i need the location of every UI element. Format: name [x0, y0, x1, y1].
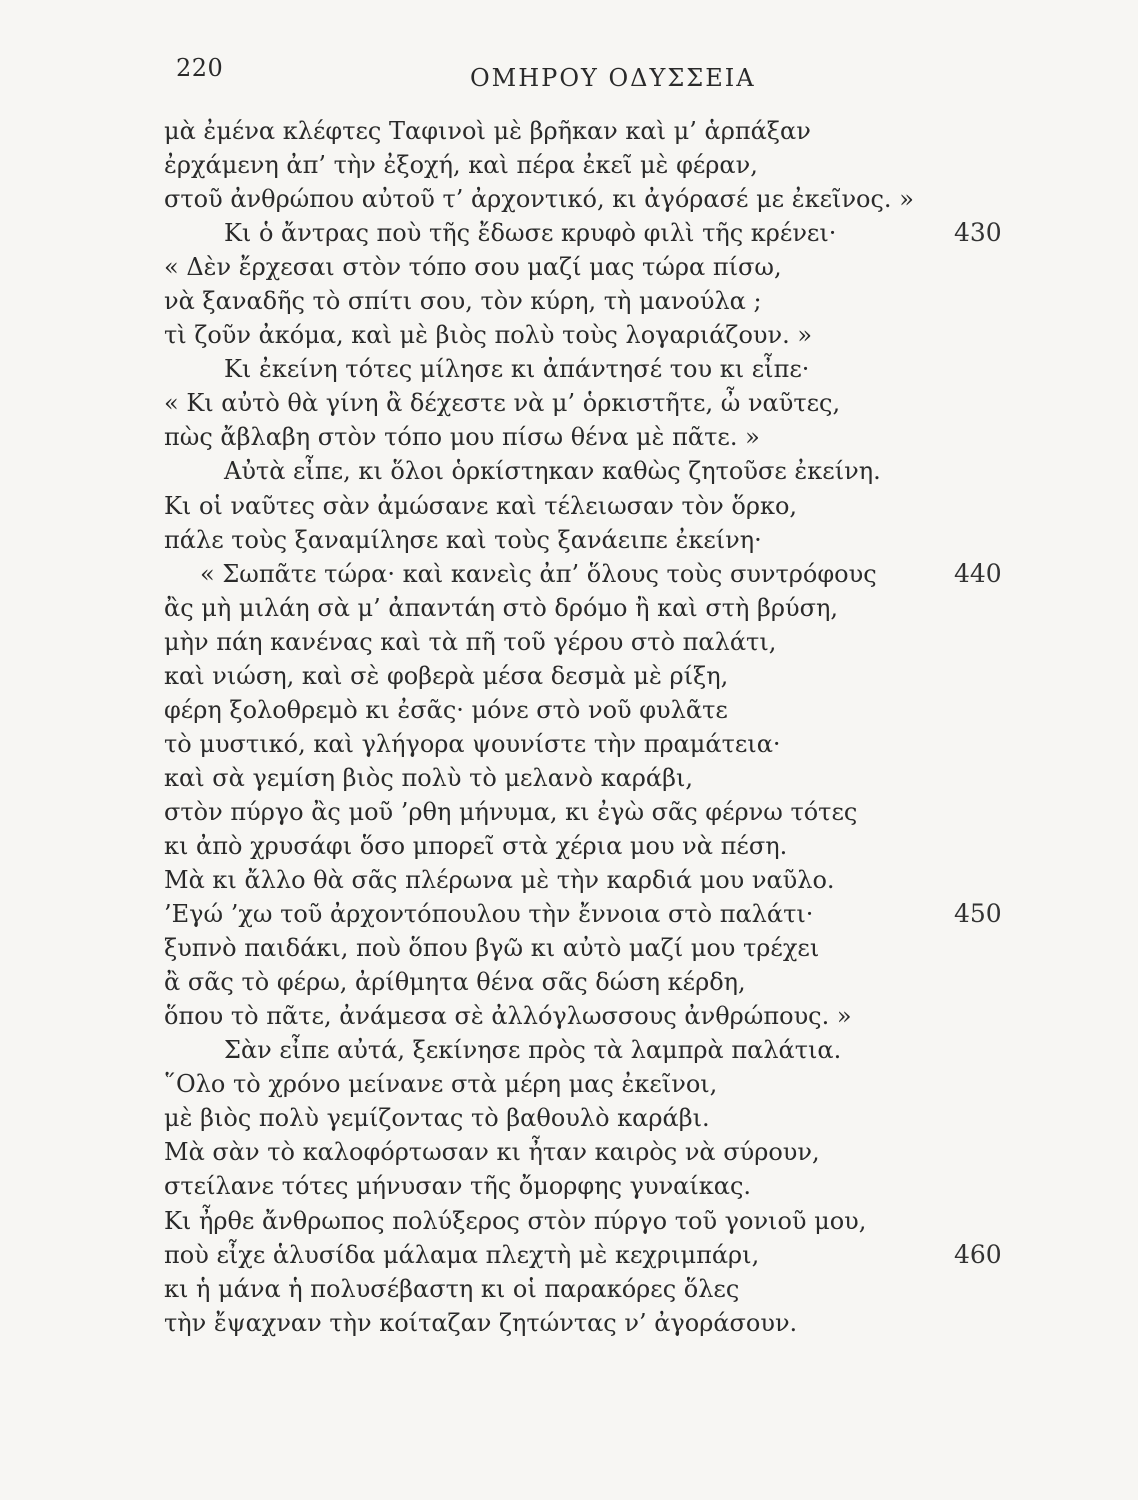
verse-text: στοῦ ἀνθρώπου αὐτοῦ τ’ ἀρχοντικό, κι ἀγόρασέ με ἐκεῖνος. »: [164, 185, 914, 214]
verse-line: [164, 386, 1064, 420]
page-number: 220: [176, 54, 224, 82]
verse-line: [164, 1033, 1064, 1067]
verse-text: ἐρχάμενη ἀπ’ τὴν ἐξοχή, καὶ πέρα ἐκεῖ μὲ φέραν,: [164, 151, 758, 180]
verse-text: ὅπου τὸ πᾶτε, ἀνάμεσα σὲ ἀλλόγλωσσους ἀνθρώπους. »: [164, 1002, 852, 1031]
verse-line: [164, 761, 1064, 795]
line-number: 460: [954, 1239, 1002, 1269]
verse-line: [164, 284, 1064, 318]
verse-text: Κι ἦρθε ἄνθρωπος πολύξερος στὸν πύργο τοῦ γονιοῦ μου,: [164, 1206, 867, 1235]
verse-text: μὲ βιὸς πολὺ γεμίζοντας τὸ βαθουλὸ καράβι.: [164, 1104, 710, 1133]
verse-text: Κι οἱ ναῦτες σὰν ἀμώσανε καὶ τέλειωσαν τὸν ὅρκο,: [164, 491, 798, 520]
verse-line: [164, 489, 1064, 523]
verse-text: Αὐτὰ εἶπε, κι ὅλοι ὁρκίστηκαν καθὼς ζητοῦσε ἐκείνη.: [224, 457, 881, 486]
running-head: ΟΜΗΡΟΥ ΟΔΥΣΣΕΙΑ: [470, 64, 756, 92]
verse-line: [164, 727, 1064, 761]
verse-text: κι ἀπὸ χρυσάφι ὅσο μπορεῖ στὰ χέρια μου νὰ πέση.: [164, 831, 788, 860]
verse-text: ποὺ εἶχε ἁλυσίδα μάλαμα πλεχτὴ μὲ κεχριμπάρι,: [164, 1240, 760, 1269]
verse-block: [164, 114, 1064, 1340]
verse-text: φέρη ξολοθρεμὸ κι ἐσᾶς· μόνε στὸ νοῦ φυλᾶτε: [164, 695, 728, 724]
verse-text: Σὰν εἶπε αὐτά, ξεκίνησε πρὸς τὰ λαμπρὰ παλάτια.: [224, 1036, 842, 1065]
verse-line: [164, 250, 1064, 284]
verse-text: τὶ ζοῦν ἀκόμα, καὶ μὲ βιὸς πολὺ τοὺς λογαριάζουν. »: [164, 321, 813, 350]
verse-text: « Δὲν ἔρχεσαι στὸν τόπο σου μαζί μας τώρα πίσω,: [164, 253, 782, 282]
verse-line: [164, 1135, 1064, 1169]
verse-line: [164, 1238, 1064, 1272]
verse-line: [164, 114, 1064, 148]
verse-text: Κι ὁ ἄντρας ποὺ τῆς ἔδωσε κρυφὸ φιλὶ τῆς κρένει·: [224, 219, 837, 248]
verse-line: [164, 1101, 1064, 1135]
verse-line: [164, 182, 1064, 216]
verse-line: [164, 557, 1064, 591]
verse-text: κι ἡ μάνα ἡ πολυσέβαστη κι οἱ παρακόρες ὅλες: [164, 1274, 740, 1303]
verse-text: μὴν πάη κανένας καὶ τὰ πῆ τοῦ γέρου στὸ παλάτι,: [164, 627, 777, 656]
verse-text: ἂ σᾶς τὸ φέρω, ἀρίθμητα θένα σᾶς δώση κέρδη,: [164, 968, 746, 997]
verse-line: [164, 965, 1064, 999]
line-number: 440: [954, 558, 1002, 588]
verse-line: [164, 693, 1064, 727]
verse-line: [164, 216, 1064, 250]
verse-text: στείλανε τότες μήνυσαν τῆς ὄμορφης γυναίκας.: [164, 1172, 752, 1201]
verse-line: [164, 829, 1064, 863]
verse-line: [164, 1204, 1064, 1238]
verse-line: [164, 1067, 1064, 1101]
verse-text: ῞Ολο τὸ χρόνο μείνανε στὰ μέρη μας ἐκεῖνοι,: [164, 1070, 718, 1099]
verse-text: ’Εγώ ’χω τοῦ ἀρχοντόπουλου τὴν ἔννοια στὸ παλάτι·: [164, 900, 814, 929]
verse-line: [164, 318, 1064, 352]
verse-text: ξυπνὸ παιδάκι, ποὺ ὅπου βγῶ κι αὐτὸ μαζί μου τρέχει: [164, 934, 820, 963]
verse-line: [164, 1169, 1064, 1203]
verse-line: [164, 523, 1064, 557]
verse-text: Μὰ κι ἄλλο θὰ σᾶς πλέρωνα μὲ τὴν καρδιά μου ναῦλο.: [164, 866, 835, 895]
verse-line: [164, 591, 1064, 625]
verse-text: πάλε τοὺς ξαναμίλησε καὶ τοὺς ξανάειπε ἐκείνη·: [164, 525, 762, 554]
line-number: 450: [954, 899, 1002, 929]
verse-text: « Κι αὐτὸ θὰ γίνη ἂ δέχεστε νὰ μ’ ὁρκιστῆτε, ὦ ναῦτες,: [164, 389, 841, 418]
line-number: 430: [954, 218, 1002, 248]
verse-line: [164, 454, 1064, 488]
verse-text: καὶ νιώση, καὶ σὲ φοβερὰ μέσα δεσμὰ μὲ ρίξη,: [164, 661, 729, 690]
verse-line: [164, 931, 1064, 965]
verse-line: [164, 659, 1064, 693]
verse-text: μὰ ἐμένα κλέφτες Ταφινοὶ μὲ βρῆκαν καὶ μ’ ἁρπάξαν: [164, 117, 811, 145]
verse-line: [164, 625, 1064, 659]
verse-line: [164, 897, 1064, 931]
verse-line: [164, 148, 1064, 182]
verse-line: [164, 352, 1064, 386]
verse-text: νὰ ξαναδῆς τὸ σπίτι σου, τὸν κύρη, τὴ μανούλα ;: [164, 287, 762, 316]
verse-text: στὸν πύργο ἂς μοῦ ’ρθη μήνυμα, κι ἐγὼ σᾶς φέρνω τότες: [164, 797, 858, 826]
verse-line: [164, 999, 1064, 1033]
verse-line: [164, 420, 1064, 454]
verse-line: [164, 1306, 1064, 1340]
verse-text: καὶ σὰ γεμίση βιὸς πολὺ τὸ μελανὸ καράβι,: [164, 763, 694, 792]
verse-text: πὼς ἄβλαβη στὸν τόπο μου πίσω θένα μὲ πᾶτε. »: [164, 423, 760, 452]
verse-text: Μὰ σὰν τὸ καλοφόρτωσαν κι ἦταν καιρὸς νὰ σύρουν,: [164, 1138, 820, 1167]
verse-text: τὸ μυστικό, καὶ γλήγορα ψουνίστε τὴν πραμάτεια·: [164, 729, 781, 758]
verse-text: « Σωπᾶτε τώρα· καὶ κανεὶς ἀπ’ ὅλους τοὺς συντρόφους: [200, 559, 877, 588]
verse-line: [164, 795, 1064, 829]
verse-text: τὴν ἔψαχναν τὴν κοίταζαν ζητώντας ν’ ἀγοράσουν.: [164, 1308, 798, 1337]
verse-text: ἂς μὴ μιλάη σὰ μ’ ἀπαντάη στὸ δρόμο ἢ καὶ στὴ βρύση,: [164, 593, 838, 622]
verse-line: [164, 863, 1064, 897]
verse-text: Κι ἐκείνη τότες μίλησε κι ἀπάντησέ του κι εἶπε·: [224, 355, 810, 384]
verse-line: [164, 1272, 1064, 1306]
